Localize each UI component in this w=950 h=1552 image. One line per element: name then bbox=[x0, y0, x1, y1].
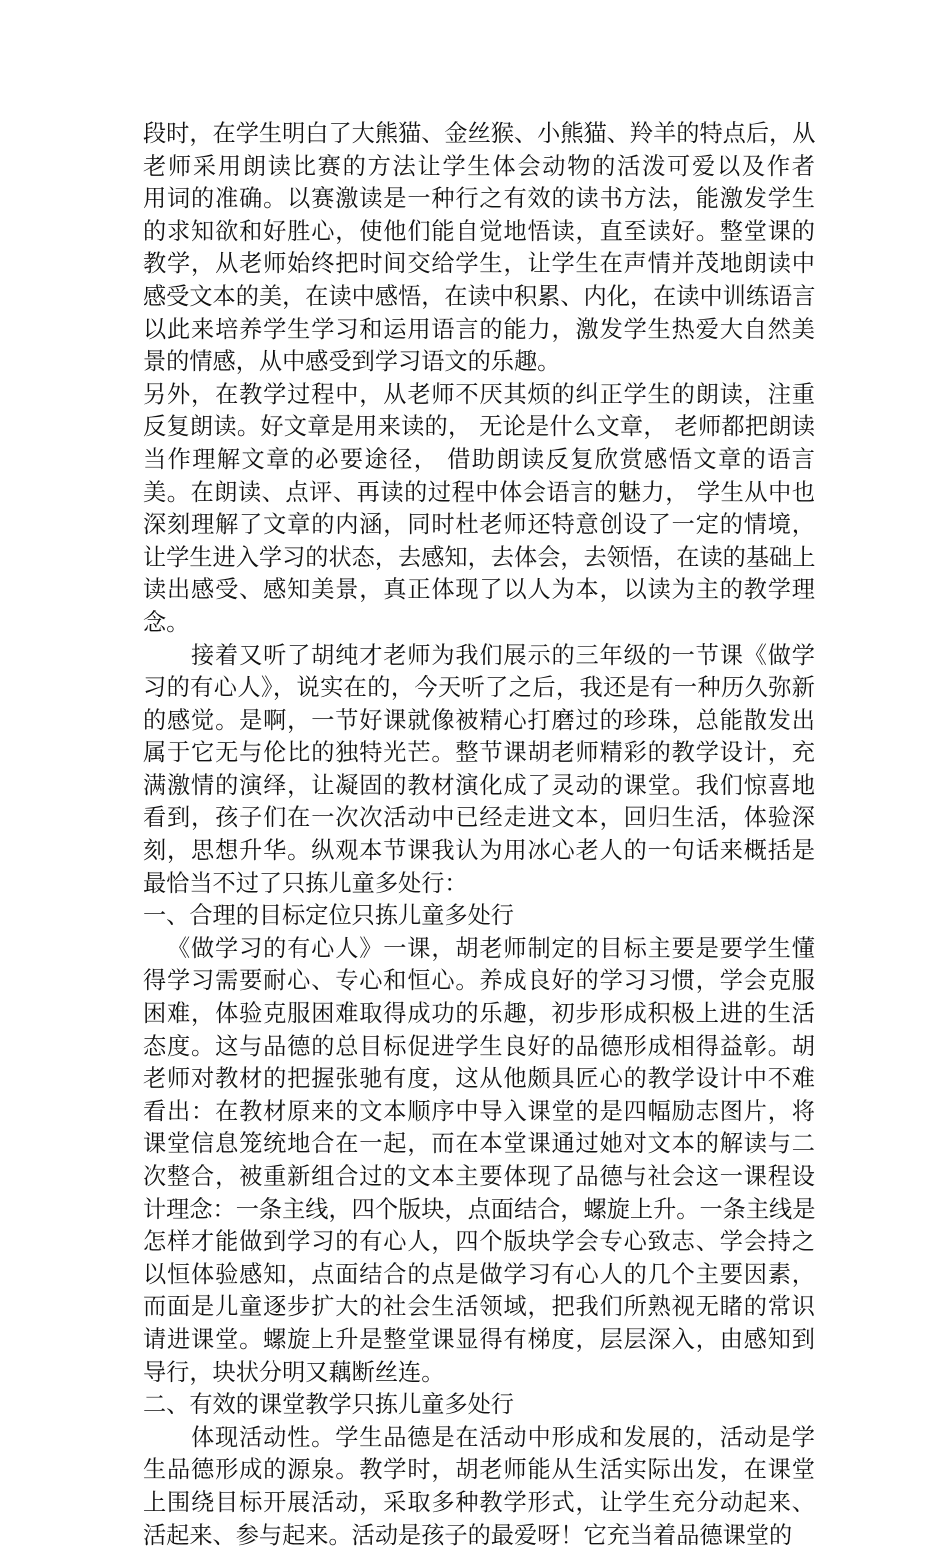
paragraph bbox=[143, 933, 815, 1389]
text-line: 一、合理的目标定位只拣儿童多处行 bbox=[143, 902, 514, 930]
document-page bbox=[143, 118, 815, 1552]
text-line: 二、有效的课堂教学只拣儿童多处行 bbox=[143, 1391, 514, 1419]
text-line: 态度。这与品德的总目标促进学生良好的品德形成相得益彰。胡 bbox=[143, 1032, 815, 1060]
text-line: 生品德形成的源泉。教学时，胡老师能从生活实际出发，在课堂 bbox=[143, 1456, 815, 1484]
text-line: 最恰当不过了只拣儿童多处行： bbox=[143, 869, 468, 897]
text-line: 怎样才能做到学习的有心人，四个版块学会专心致志、学会持之 bbox=[143, 1228, 815, 1256]
text-line: 请进课堂。螺旋上升是整堂课显得有梯度，层层深入，由感知到 bbox=[143, 1325, 815, 1353]
text-line: 习的有心人》，说实在的，今天听了之后，我还是有一种历久弥新 bbox=[143, 674, 815, 702]
text-line: 刻，思想升华。纵观本节课我认为用冰心老人的一句话来概括是 bbox=[143, 837, 815, 865]
text-line: 念。 bbox=[143, 608, 190, 636]
text-line: 老师采用朗读比赛的方法让学生体会动物的活泼可爱以及作者 bbox=[143, 152, 815, 180]
text-line: 老师对教材的把握张驰有度，这从他颇具匠心的教学设计中不难 bbox=[143, 1065, 815, 1093]
text-line: 体现活动性。学生品德是在活动中形成和发展的，活动是学 bbox=[191, 1423, 815, 1451]
paragraph bbox=[143, 118, 815, 379]
text-line: 的求知欲和好胜心，使他们能自觉地悟读，直至读好。整堂课的 bbox=[143, 217, 815, 245]
text-line: 活起来、参与起来。活动是孩子的最爱呀！它充当着品德课堂的 bbox=[143, 1521, 793, 1549]
text-line: 看出：在教材原来的文本顺序中导入课堂的是四幅励志图片，将 bbox=[143, 1097, 815, 1125]
text-line: 当作理解文章的必要途径， 借助朗读反复欣赏感悟文章的语言 bbox=[143, 445, 815, 473]
text-line: 课堂信息笼统地合在一起，而在本堂课通过她对文本的解读与二 bbox=[143, 1130, 815, 1158]
text-line: 让学生进入学习的状态，去感知，去体会，去领悟，在读的基础上 bbox=[143, 543, 816, 571]
text-line: 以恒体验感知，点面结合的点是做学习有心人的几个主要因素， bbox=[143, 1260, 815, 1288]
text-line: 而面是儿童逐步扩大的社会生活领域，把我们所熟视无睹的常识 bbox=[143, 1293, 815, 1321]
text-line: 接着又听了胡纯才老师为我们展示的三年级的一节课《做学 bbox=[191, 641, 815, 669]
text-line: 次整合，被重新组合过的文本主要体现了品德与社会这一课程设 bbox=[143, 1163, 815, 1190]
text-line: 另外，在教学过程中，从老师不厌其烦的纠正学生的朗读，注重 bbox=[143, 380, 815, 408]
text-line: 的感觉。是啊，一节好课就像被精心打磨过的珍珠，总能散发出 bbox=[143, 706, 815, 734]
text-line: 景的情感，从中感受到学习语文的乐趣。 bbox=[143, 348, 561, 376]
text-line: 导行，块状分明又藕断丝连。 bbox=[143, 1358, 445, 1386]
text-line: 教学，从老师始终把时间交给学生，让学生在声情并茂地朗读中 bbox=[143, 250, 815, 278]
text-line: 读出感受、感知美景，真正体现了以人为本，以读为主的教学理 bbox=[143, 576, 815, 604]
text-line: 计理念：一条主线，四个版块，点面结合，螺旋上升。一条主线是 bbox=[143, 1195, 816, 1223]
text-line: 看到，孩子们在一次次活动中已经走进文本，回归生活，体验深 bbox=[143, 804, 815, 832]
text-line: 深刻理解了文章的内涵，同时杜老师还特意创设了一定的情境， bbox=[143, 511, 815, 539]
text-line: 段时，在学生明白了大熊猫、金丝猴、小熊猫、羚羊的特点后，从 bbox=[143, 120, 816, 147]
text-line: 用词的准确。以赛激读是一种行之有效的读书方法，能激发学生 bbox=[143, 185, 815, 213]
section-heading bbox=[143, 900, 815, 933]
section-heading bbox=[143, 1389, 815, 1422]
text-line: 《做学习的有心人》一课，胡老师制定的目标主要是要学生懂 bbox=[167, 934, 815, 962]
text-line: 以此来培养学生学习和运用语言的能力，激发学生热爱大自然美 bbox=[143, 315, 815, 343]
text-line: 反复朗读。好文章是用来读的， 无论是什么文章， 老师都把朗读 bbox=[143, 413, 815, 441]
text-line: 满激情的演绎，让凝固的教材演化成了灵动的课堂。我们惊喜地 bbox=[143, 771, 815, 799]
paragraph bbox=[143, 1422, 815, 1552]
text-line: 属于它无与伦比的独特光芒。整节课胡老师精彩的教学设计，充 bbox=[143, 739, 815, 767]
paragraph bbox=[143, 640, 815, 901]
paragraph bbox=[143, 379, 815, 640]
text-line: 得学习需要耐心、专心和恒心。养成良好的学习习惯，学会克服 bbox=[143, 967, 815, 995]
text-line: 困难，体验克服困难取得成功的乐趣，初步形成积极上进的生活 bbox=[143, 1000, 815, 1028]
text-line: 上围绕目标开展活动，采取多种教学形式，让学生充分动起来、 bbox=[143, 1488, 815, 1516]
text-line: 感受文本的美，在读中感悟，在读中积累、内化，在读中训练语言 bbox=[143, 282, 816, 310]
text-line: 美。在朗读、点评、再读的过程中体会语言的魅力， 学生从中也 bbox=[143, 478, 815, 506]
